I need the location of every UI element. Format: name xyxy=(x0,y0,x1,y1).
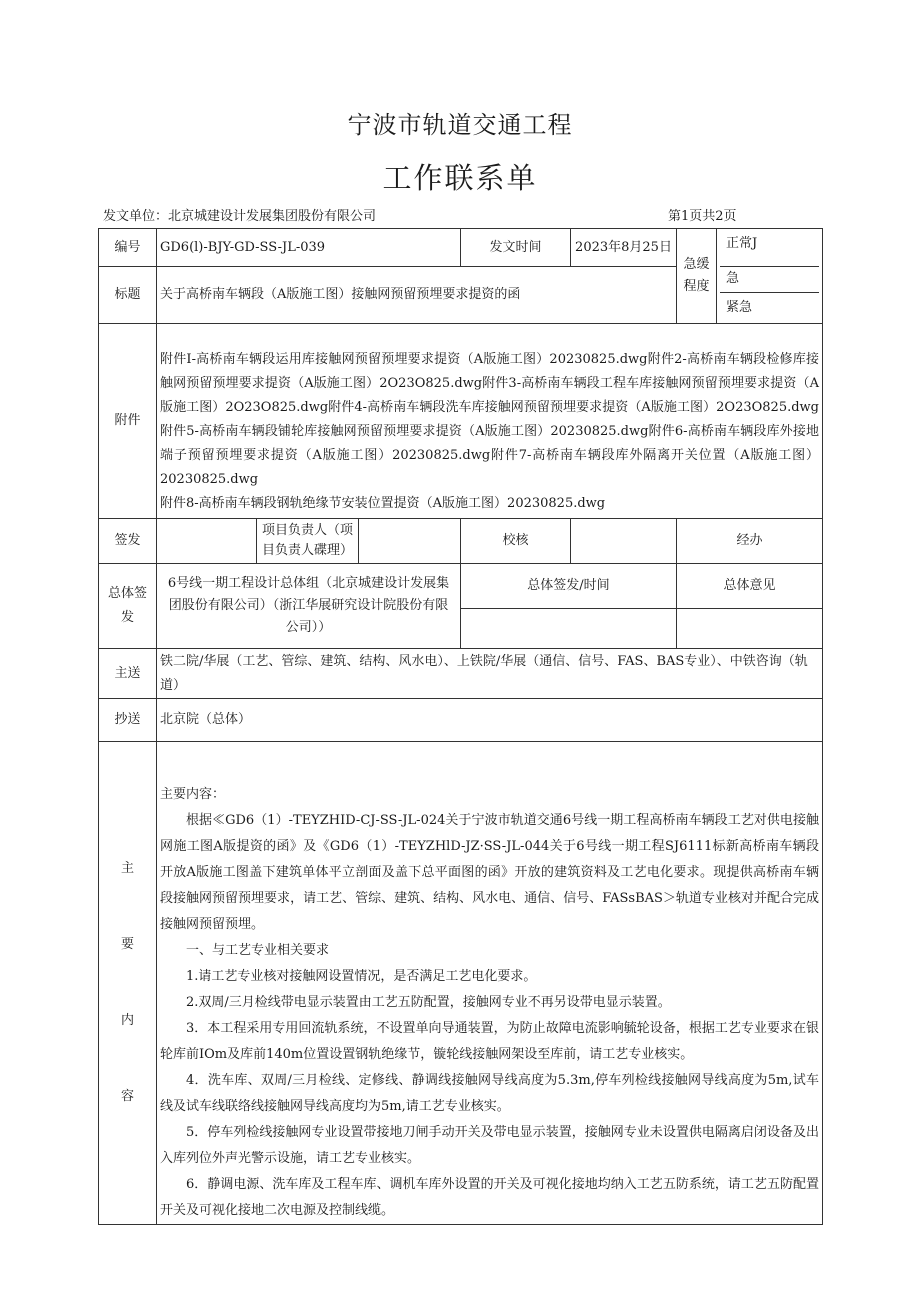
row-main-send xyxy=(99,649,823,699)
row-serial xyxy=(99,229,823,267)
subject-value: 关于高桥南车辆段（A版施工图）接触网预留预埋要求提资的函 xyxy=(157,267,677,324)
content-item-6: 6．静调电源、洗车库及工程车库、调机车库外设置的开关及可视化接地均纳入工艺五防系统，请工艺五防配置开关及可视化接地二次电源及控制线缆。 xyxy=(160,1177,819,1218)
date-label: 发文时间 xyxy=(461,229,571,267)
content-heading: 主要内容： xyxy=(160,787,226,802)
attachment-list: 附件I-高桥南车辆段运用库接触网预留预埋要求提资（A版施工图）20230825.dwg附件2-高桥南车辆段检修库接触网预留预埋要求提资（A版施工图）2O23O825.dwg附件3-高桥南车辆段工程车库接触网预留预埋要求提资（A版施工图）2O23O825.dwg附件4-高桥南车辆段洗车库接触网预留预埋要求提资（A版施工图）2O23O825.dwg附件5-高桥南车辆段铺轮库接触网预留预埋要求提资（A版施工图）20230825.dwg附件6-高桥南车辆段库外接地端子预留预埋要求提资（A版施工图）20230825.dwg附件7-高桥南车辆段库外隔离开关位置（A版施工图）20230825.dwg xyxy=(160,352,819,487)
attachment-item-8: 附件8-高桥南车辆段钢轨绝缘节安装位置提资（A版施工图）20230825.dwg xyxy=(160,496,606,511)
sign-handler-label: 经办 xyxy=(677,519,823,564)
row-content xyxy=(99,742,823,1225)
cc-label: 抄送 xyxy=(99,699,157,742)
general-group: 6号线一期工程设计总体组（北京城建设计发展集团股份有限公司）（浙江华展研究设计院股份有限公司）） xyxy=(157,564,461,649)
general-label: 总体签发 xyxy=(99,564,157,649)
sign-blank-2 xyxy=(359,519,461,564)
content-section-heading: 一、与工艺专业相关要求 xyxy=(186,943,330,958)
content-item-2: 2.双周/三月检线带电显示装置由工艺五防配置，接触网专业不再另设带电显示装置。 xyxy=(186,995,671,1010)
content-item-4: 4．洗车库、双周/三月检线、定修线、静调线接触网导线高度为5.3m,停车列检线接触网导线高度为5m,试车线及试车线联络线接触网导线高度均为5m,请工艺专业核实。 xyxy=(160,1073,819,1114)
doc-title-line2: 工作联系单 xyxy=(382,161,538,195)
date-value: 2023年8月25日 xyxy=(571,229,677,267)
content-item-3: 3．本工程采用专用回流轨系统，不设置单向导通装置，为防止故障电流影响毓轮设备，根据工艺专业要求在银轮库前IOm及库前140m位置设置钢轨绝缘节，镟轮线接触网架设至库前，请工艺专业核实。 xyxy=(160,1021,819,1062)
urgency-label: 急缓程度 xyxy=(677,229,717,324)
general-sign-label: 总体签发/时间 xyxy=(461,564,677,609)
serial-label: 编号 xyxy=(99,229,157,267)
main-send-label: 主送 xyxy=(99,649,157,699)
general-opinion-blank xyxy=(677,609,823,649)
sign-blank-1 xyxy=(157,519,257,564)
general-opinion-label: 总体意见 xyxy=(677,564,823,609)
content-item-1: 1.请工艺专业核对接触网设置情况，是否满足工艺电化要求。 xyxy=(186,969,537,984)
doc-title-line1: 宁波市轨道交通工程 xyxy=(347,111,573,139)
page-info: 第1页共2页 xyxy=(668,209,737,224)
content-item-5: 5．停车列检线接触网专业设置带接地刀闸手动开关及带电显示装置，接触网专业未设置供电隔离启闭设备及出入库列位外声光警示设施，请工艺专业核实。 xyxy=(160,1125,819,1166)
row-sign xyxy=(99,519,823,564)
urgency-options xyxy=(717,229,823,324)
attachment-label: 附件 xyxy=(99,324,157,519)
main-send-value: 铁二院/华展（工艺、管综、建筑、结构、风水电）、上铁院/华展（通信、信号、FAS、BAS专业）、中铁咨询（轨道） xyxy=(157,649,823,699)
urgency-normal: 正常J xyxy=(720,229,819,267)
content-label-char-3: 内 xyxy=(120,1013,134,1028)
urgency-very-urgent: 紧急 xyxy=(726,300,753,315)
row-cc xyxy=(99,699,823,742)
subject-label: 标题 xyxy=(99,267,157,324)
content-label xyxy=(99,742,157,1225)
sender-unit: 发文单位：北京城建设计发展集团股份有限公司 xyxy=(103,209,377,224)
contact-form-table xyxy=(98,228,823,1225)
row-attachments xyxy=(99,324,823,519)
sign-label: 签发 xyxy=(99,519,157,564)
content-paragraph-1: 根据≪GD6（1）-TEYZHID-CJ-SS-JL-024关于宁波市轨道交通6号线一期工程高桥南车辆段工艺对供电接触网施工图A版提资的函》及《GD6（1）-TEYZHlD-JZ·SS-JL-044关于6号线一期工程SJ6111标新高桥南车辆段开放A版施工图盖下建筑单体平立剖面及盖下总平面图的函》开放的建筑资料及工艺电化要求。现提供高桥南车辆段接触网预留预埋要求，请工艺、管综、建筑、结构、风水电、通信、信号、FASsBAS＞轨道专业核对并配合完成接触网预留预埋。 xyxy=(160,813,819,932)
sign-check-label: 校核 xyxy=(461,519,571,564)
general-sign-blank xyxy=(461,609,677,649)
sign-blank-3 xyxy=(571,519,677,564)
content-label-char-2: 要 xyxy=(120,937,134,952)
content-label-char-4: 容 xyxy=(120,1089,134,1104)
row-general xyxy=(99,564,823,609)
sign-project-label: 项目负责人（项目负责人碟理） xyxy=(257,519,359,564)
serial-value: GD6(l)-BJY-GD-SS-JL-039 xyxy=(157,229,461,267)
urgency-urgent: 急 xyxy=(720,267,819,293)
cc-value: 北京院（总体） xyxy=(157,699,823,742)
content-label-char-1: 主 xyxy=(120,861,134,876)
